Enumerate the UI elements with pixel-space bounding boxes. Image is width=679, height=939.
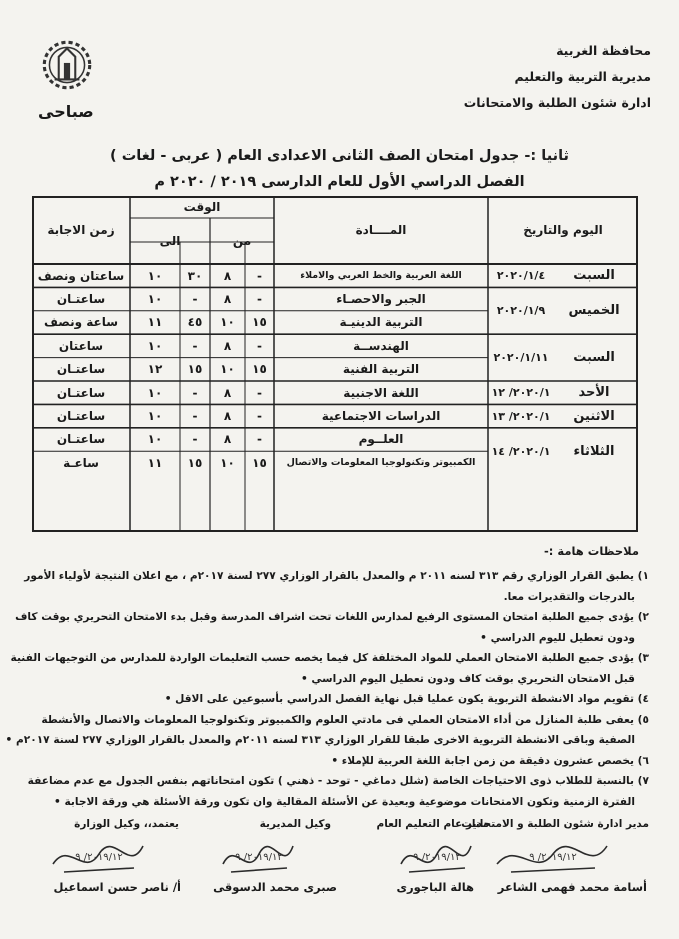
department-line: ادارة شئون الطلبة والامتحانات	[463, 95, 651, 110]
duration-cell: ساعتان ونصف	[37, 268, 125, 283]
day-cell: الخميس	[568, 303, 620, 319]
from-hour-cell: ١٠	[220, 362, 235, 377]
notes-list	[5, 566, 649, 812]
subject-cell: اللغة الاجنبية	[343, 385, 419, 400]
from-hour-cell: ٨	[223, 409, 232, 424]
from-hour-cell: ٨	[223, 338, 232, 353]
from-hour-cell: ٨	[223, 292, 232, 307]
to-hour-cell: ١١	[147, 455, 163, 470]
letterhead	[421, 38, 651, 116]
subject-cell: التربية الفنية	[342, 362, 420, 377]
duration-cell: ساعتـان	[56, 362, 106, 377]
handwritten-date: ٢٠١٩/١٢/ ٩	[75, 852, 123, 863]
note-line: ٤) تقويم مواد الانشطة التربوية يكون عمليا قبل نهاية الفصل الدراسي بأسبوعين على الاقل •	[164, 693, 649, 705]
signatures-block	[34, 818, 649, 928]
date-cell: ٢٠٢٠/١/ ١٤	[491, 444, 551, 458]
duration-cell: ساعـة	[63, 455, 99, 470]
subject-cell: الهندســة	[353, 338, 409, 353]
signature-name: صبرى محمد الدسوقى	[213, 880, 337, 894]
notes-title: ملاحظات هامة :-	[544, 544, 639, 558]
to-minute-cell: ٤٥	[187, 315, 203, 330]
header-time: الوقت	[183, 200, 221, 214]
date-cell: ٢٠٢٠/١/١١	[493, 351, 549, 365]
from-minute-cell: -	[257, 409, 262, 424]
handwritten-signature	[219, 834, 299, 880]
signature-name: أ/ ناصر حسن اسماعيل	[53, 880, 181, 894]
to-hour-cell: ١٠	[147, 432, 163, 447]
from-minute-cell: -	[257, 268, 262, 283]
date-cell: ٢٠٢٠/١/ ١٢	[491, 386, 551, 400]
handwritten-date: ٢٠١٩/١٢/ ٩	[413, 852, 461, 863]
from-minute-cell: -	[257, 338, 262, 353]
to-minute-cell: -	[192, 292, 198, 307]
note-line: الصفية وباقى الانشطة التربوية الاخرى طبقا للقرار الوزاري ٣١٣ لسنه ٢٠١١م والمعدل بالقرار الوزاري ٢٧٧ لسنة ٢٠١٧م •	[5, 734, 635, 746]
schedule-title	[0, 148, 679, 164]
to-minute-cell: -	[192, 338, 198, 353]
signature-name: هالة الباجورى	[396, 880, 474, 894]
subject-cell: التربية الدينيـة	[339, 315, 423, 330]
handwritten-signature	[493, 834, 613, 880]
to-hour-cell: ١١	[147, 315, 163, 330]
handwritten-signature	[397, 834, 477, 880]
day-cell: الثلاثاء	[573, 443, 615, 459]
note-line: ٧) بالنسبة للطلاب ذوى الاحتياجات الخاصة (شلل دماغي - توحد - ذهني ) تكون امتحاناتهم بنفس الجدول مع عدم مضاعفة	[27, 775, 649, 787]
note-line: ١) يطبق القرار الوزاري رقم ٣١٣ لسنه ٢٠١١ م والمعدل بالقرار الوزاري ٢٧٧ لسنة ٢٠١٧م ، مع اعلان النتيجة لأولياء الأمور	[24, 570, 649, 582]
header-day-date: اليوم والتاريخ	[523, 223, 603, 237]
handwritten-date: ٢٠١٩/١٢/ ٩	[529, 852, 577, 863]
from-minute-cell: ١٥	[252, 362, 267, 377]
subject-cell: الدراسات الاجتماعية	[321, 409, 441, 424]
title-main: جدول امتحان الصف الثانى الاعدادى العام ( عربى - لغات )	[110, 148, 520, 164]
directorate-line: مديرية التربية والتعليم	[514, 69, 651, 84]
from-minute-cell: ١٥	[252, 315, 267, 330]
to-hour-cell: ١٠	[147, 385, 163, 400]
to-hour-cell: ١٠	[147, 268, 163, 283]
subject-cell: اللغة العربية والخط العربي والاملاء	[300, 270, 462, 282]
from-hour-cell: ٨	[223, 432, 232, 447]
from-minute-cell: -	[257, 385, 262, 400]
note-line: ٦) يخصص عشرون دقيقة من زمن اجابة اللغة العربية للإملاء •	[331, 754, 649, 767]
note-line: ٣) يؤدى جميع الطلبة الامتحان العملي للمواد المختلفة كل فيما يخصه حسب التعليمات الواردة للمدارس من التوجيهات الفنية	[10, 652, 649, 664]
day-cell: السبت	[573, 268, 615, 284]
duration-cell: ساعتـان	[56, 292, 106, 307]
subject-cell: الكمبيوتر وتكنولوجيا المعلومات والاتصال	[286, 457, 476, 469]
gear-emblem-icon	[36, 34, 98, 96]
duration-cell: ساعة ونصف	[43, 315, 119, 330]
from-minute-cell: -	[257, 292, 262, 307]
duration-cell: ساعتان	[58, 338, 104, 353]
to-minute-cell: -	[192, 432, 198, 447]
signature-role: وكيل المديرية	[259, 818, 331, 830]
governorate-line: محافظة الغربية	[556, 43, 651, 58]
duration-cell: ساعتـان	[56, 385, 106, 400]
to-minute-cell: ٣٠	[187, 268, 203, 283]
note-line: ٥) يعفى طلبة المنازل من أداء الامتحان العملي فى مادتي العلوم والكمبيوتر وتكنولوجيا المعلومات والاتصال والأنشطة	[41, 713, 649, 726]
header-from: من	[232, 234, 252, 248]
exam-table	[32, 196, 638, 532]
to-hour-cell: ١٢	[147, 362, 163, 377]
day-cell: الاثنين	[573, 408, 615, 424]
header-to: الى	[159, 234, 181, 248]
day-cell: السبت	[573, 350, 615, 366]
date-cell: ٢٠٢٠/١/ ١٣	[491, 409, 551, 423]
note-line: ودون تعطيل لليوم الدراسي •	[480, 631, 635, 644]
from-hour-cell: ١٠	[220, 315, 235, 330]
signature-role: مدير عام التعليم العام	[376, 818, 489, 830]
to-minute-cell: ١٥	[187, 455, 203, 470]
from-hour-cell: ٨	[223, 268, 232, 283]
signature-role: مدير ادارة شئون الطلبة و الامتحانات	[461, 818, 649, 830]
signature-name: أسامة محمد فهمى الشاعر	[497, 880, 647, 894]
from-hour-cell: ٨	[223, 385, 232, 400]
to-hour-cell: ١٠	[147, 292, 163, 307]
from-minute-cell: ١٥	[252, 455, 267, 470]
handwritten-date: ٢٠١٩/١٢/ ٩	[235, 852, 283, 863]
note-line: الفترة الزمنية وتكون الامتحانات موضوعية وبعيدة عن الأسئلة المقالية وان تكون ورقة الأسئلة هي ورقة الاجابة •	[54, 795, 635, 808]
from-hour-cell: ١٠	[220, 455, 235, 470]
to-hour-cell: ١٠	[147, 338, 163, 353]
signature-role: يعتمد،، وكيل الوزارة	[74, 818, 179, 830]
note-line: بالدرجات والتقديرات معا.	[503, 590, 635, 603]
header-subject: المــــادة	[355, 223, 407, 237]
handwritten-signature	[49, 834, 149, 880]
subject-cell: العلــوم	[358, 432, 404, 447]
date-cell: ٢٠٢٠/١/٤	[496, 269, 546, 283]
session-label: صباحى	[38, 102, 94, 121]
title-prefix: ثانيا :-	[524, 148, 569, 164]
to-minute-cell: ١٥	[187, 362, 203, 377]
date-cell: ٢٠٢٠/١/٩	[496, 304, 546, 318]
day-cell: الأحد	[578, 385, 610, 401]
note-line: ٢) يؤدى جميع الطلبة امتحان المستوى الرفيع لمدارس اللغات تحت اشراف المدرسة وقبل بدء الامتحان التحريري بوقت كاف	[15, 611, 649, 623]
duration-cell: ساعتـان	[56, 432, 106, 447]
subject-cell: الجبر والاحصـاء	[336, 292, 426, 307]
to-minute-cell: -	[192, 385, 198, 400]
from-minute-cell: -	[257, 432, 262, 447]
note-line: قبل الامتحان التحريري بوقت كاف ودون تعطيل اليوم الدراسي •	[300, 672, 635, 685]
to-minute-cell: -	[192, 409, 198, 424]
duration-cell: ساعتـان	[56, 409, 106, 424]
schedule-subtitle: الفصل الدراسي الأول للعام الدارسى ٢٠١٩ / ٢٠٢٠ م	[154, 174, 525, 190]
header-duration: زمن الاجابة	[47, 223, 115, 237]
to-hour-cell: ١٠	[147, 409, 163, 424]
